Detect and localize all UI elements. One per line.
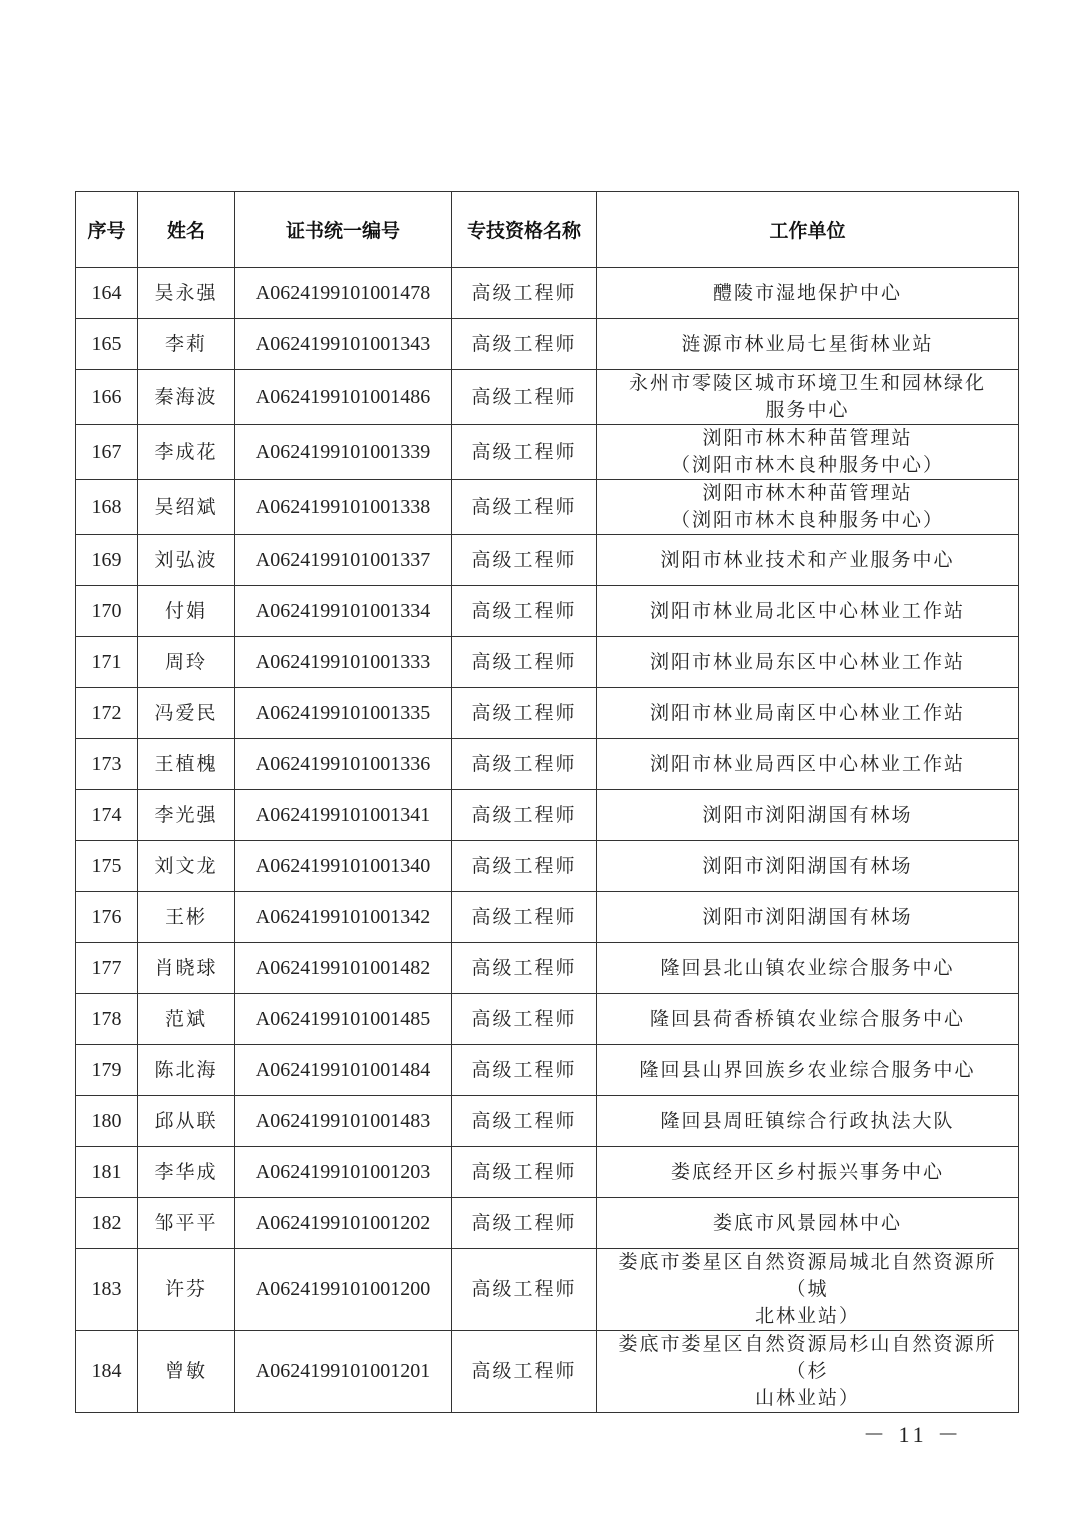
- cell-work-unit: [597, 1198, 1019, 1249]
- table-header: [76, 192, 1019, 268]
- cell-certificate-number: A0624199101001337: [235, 535, 452, 586]
- cell-name: 王彬: [138, 892, 235, 943]
- cell-certificate-number: A0624199101001482: [235, 943, 452, 994]
- header-index: 序号: [76, 192, 138, 268]
- cell-name: 李光强: [138, 790, 235, 841]
- work-unit-line: 隆回县周旺镇综合行政执法大队: [660, 1109, 955, 1132]
- cell-name: 邱从联: [138, 1096, 235, 1147]
- work-unit-line: 娄底市娄星区自然资源局城北自然资源所（城: [618, 1251, 997, 1300]
- cell-work-unit: [597, 319, 1019, 370]
- table-row: [76, 841, 1019, 892]
- table-row: [76, 994, 1019, 1045]
- cell-certificate-number: A0624199101001203: [235, 1147, 452, 1198]
- cell-work-unit: [597, 268, 1019, 319]
- cell-index: 173: [76, 739, 138, 790]
- work-unit-line: 山林业站）: [754, 1387, 860, 1409]
- table-row: [76, 1096, 1019, 1147]
- work-unit-line: 隆回县荷香桥镇农业综合服务中心: [649, 1007, 965, 1030]
- cell-certificate-number: A0624199101001340: [235, 841, 452, 892]
- cell-certificate-number: A0624199101001478: [235, 268, 452, 319]
- cell-qualification: 高级工程师: [452, 1331, 597, 1413]
- cell-index: 177: [76, 943, 138, 994]
- cell-qualification: 高级工程师: [452, 319, 597, 370]
- table-body: [76, 268, 1019, 1413]
- work-unit-line: 服务中心: [765, 399, 850, 421]
- cell-name: 肖晓球: [138, 943, 235, 994]
- cell-work-unit: [597, 994, 1019, 1045]
- cell-name: 许芬: [138, 1249, 235, 1331]
- table-row: [76, 790, 1019, 841]
- cell-certificate-number: A0624199101001338: [235, 480, 452, 535]
- work-unit-line: 浏阳市林业局东区中心林业工作站: [649, 650, 965, 673]
- cell-index: 166: [76, 370, 138, 425]
- cell-index: 171: [76, 637, 138, 688]
- work-unit-line: 醴陵市湿地保护中心: [712, 281, 902, 304]
- cell-certificate-number: A0624199101001336: [235, 739, 452, 790]
- cell-certificate-number: A0624199101001200: [235, 1249, 452, 1331]
- cell-qualification: 高级工程师: [452, 841, 597, 892]
- header-work-unit: 工作单位: [597, 192, 1019, 268]
- header-row: [76, 192, 1019, 268]
- cell-name: 秦海波: [138, 370, 235, 425]
- cell-name: 邹平平: [138, 1198, 235, 1249]
- cell-name: 李成花: [138, 425, 235, 480]
- cell-certificate-number: A0624199101001342: [235, 892, 452, 943]
- cell-index: 165: [76, 319, 138, 370]
- cell-certificate-number: A0624199101001483: [235, 1096, 452, 1147]
- work-unit-line: 隆回县山界回族乡农业综合服务中心: [639, 1058, 976, 1081]
- cell-work-unit: [597, 370, 1019, 425]
- cell-index: 168: [76, 480, 138, 535]
- cell-work-unit: [597, 739, 1019, 790]
- cell-index: 181: [76, 1147, 138, 1198]
- cell-work-unit: [597, 637, 1019, 688]
- table-row: [76, 319, 1019, 370]
- cell-qualification: 高级工程师: [452, 480, 597, 535]
- cell-work-unit: [597, 1045, 1019, 1096]
- table-row: [76, 1331, 1019, 1413]
- work-unit-line: 涟源市林业局七星街林业站: [681, 332, 934, 355]
- cell-certificate-number: A0624199101001486: [235, 370, 452, 425]
- cell-work-unit: [597, 688, 1019, 739]
- roster-table: [75, 191, 1019, 1413]
- cell-name: 王植槐: [138, 739, 235, 790]
- cell-qualification: 高级工程师: [452, 688, 597, 739]
- table-row: [76, 688, 1019, 739]
- table-row: [76, 586, 1019, 637]
- cell-qualification: 高级工程师: [452, 586, 597, 637]
- work-unit-line: 娄底市娄星区自然资源局杉山自然资源所（杉: [618, 1333, 997, 1382]
- cell-certificate-number: A0624199101001343: [235, 319, 452, 370]
- cell-work-unit: [597, 480, 1019, 535]
- header-name: 姓名: [138, 192, 235, 268]
- cell-name: 付娟: [138, 586, 235, 637]
- header-certificate-number: 证书统一编号: [235, 192, 452, 268]
- work-unit-line: 浏阳市浏阳湖国有林场: [702, 854, 913, 877]
- cell-index: 172: [76, 688, 138, 739]
- cell-name: 李莉: [138, 319, 235, 370]
- cell-certificate-number: A0624199101001341: [235, 790, 452, 841]
- cell-work-unit: [597, 1147, 1019, 1198]
- cell-index: 167: [76, 425, 138, 480]
- cell-qualification: 高级工程师: [452, 994, 597, 1045]
- cell-name: 刘弘波: [138, 535, 235, 586]
- cell-name: 范斌: [138, 994, 235, 1045]
- cell-qualification: 高级工程师: [452, 1249, 597, 1331]
- cell-name: 周玲: [138, 637, 235, 688]
- cell-work-unit: [597, 943, 1019, 994]
- cell-index: 169: [76, 535, 138, 586]
- table-row: [76, 892, 1019, 943]
- cell-certificate-number: A0624199101001333: [235, 637, 452, 688]
- work-unit-line: （浏阳市林木良种服务中心）: [670, 454, 944, 476]
- table-row: [76, 1147, 1019, 1198]
- table-row: [76, 739, 1019, 790]
- cell-certificate-number: A0624199101001485: [235, 994, 452, 1045]
- work-unit-line: 浏阳市林业局南区中心林业工作站: [649, 701, 965, 724]
- cell-index: 174: [76, 790, 138, 841]
- cell-work-unit: [597, 892, 1019, 943]
- cell-certificate-number: A0624199101001335: [235, 688, 452, 739]
- cell-qualification: 高级工程师: [452, 892, 597, 943]
- cell-qualification: 高级工程师: [452, 370, 597, 425]
- work-unit-line: 浏阳市林木种苗管理站: [702, 482, 913, 504]
- cell-certificate-number: A0624199101001484: [235, 1045, 452, 1096]
- table-row: [76, 943, 1019, 994]
- cell-work-unit: [597, 841, 1019, 892]
- cell-name: 李华成: [138, 1147, 235, 1198]
- cell-index: 184: [76, 1331, 138, 1413]
- table-row: [76, 425, 1019, 480]
- cell-certificate-number: A0624199101001201: [235, 1331, 452, 1413]
- work-unit-line: 北林业站）: [754, 1305, 860, 1327]
- cell-name: 曾敏: [138, 1331, 235, 1413]
- cell-work-unit: [597, 535, 1019, 586]
- table-row: [76, 370, 1019, 425]
- cell-qualification: 高级工程师: [452, 425, 597, 480]
- cell-work-unit: [597, 1249, 1019, 1331]
- cell-qualification: 高级工程师: [452, 268, 597, 319]
- cell-work-unit: [597, 425, 1019, 480]
- cell-name: 陈北海: [138, 1045, 235, 1096]
- cell-qualification: 高级工程师: [452, 1045, 597, 1096]
- work-unit-line: 隆回县北山镇农业综合服务中心: [660, 956, 955, 979]
- work-unit-line: 永州市零陵区城市环境卫生和园林绿化: [628, 372, 986, 394]
- cell-qualification: 高级工程师: [452, 1096, 597, 1147]
- table-row: [76, 1045, 1019, 1096]
- cell-certificate-number: A0624199101001339: [235, 425, 452, 480]
- work-unit-line: 浏阳市林业局西区中心林业工作站: [649, 752, 965, 775]
- cell-work-unit: [597, 790, 1019, 841]
- cell-name: 刘文龙: [138, 841, 235, 892]
- work-unit-line: 浏阳市浏阳湖国有林场: [702, 803, 913, 826]
- table-row: [76, 1249, 1019, 1331]
- cell-index: 178: [76, 994, 138, 1045]
- cell-index: 176: [76, 892, 138, 943]
- table-row: [76, 1198, 1019, 1249]
- cell-certificate-number: A0624199101001334: [235, 586, 452, 637]
- cell-qualification: 高级工程师: [452, 535, 597, 586]
- work-unit-line: 浏阳市林业技术和产业服务中心: [660, 548, 955, 571]
- cell-name: 吴永强: [138, 268, 235, 319]
- work-unit-line: 浏阳市林木种苗管理站: [702, 427, 913, 449]
- cell-certificate-number: A0624199101001202: [235, 1198, 452, 1249]
- cell-work-unit: [597, 1331, 1019, 1413]
- header-qualification: 专技资格名称: [452, 192, 597, 268]
- cell-index: 183: [76, 1249, 138, 1331]
- cell-qualification: 高级工程师: [452, 1147, 597, 1198]
- work-unit-line: 娄底市风景园林中心: [712, 1211, 902, 1234]
- table-row: [76, 535, 1019, 586]
- cell-qualification: 高级工程师: [452, 637, 597, 688]
- cell-index: 180: [76, 1096, 138, 1147]
- cell-index: 179: [76, 1045, 138, 1096]
- cell-qualification: 高级工程师: [452, 1198, 597, 1249]
- work-unit-line: 娄底经开区乡村振兴事务中心: [670, 1160, 944, 1183]
- cell-index: 170: [76, 586, 138, 637]
- cell-work-unit: [597, 1096, 1019, 1147]
- work-unit-line: 浏阳市浏阳湖国有林场: [702, 905, 913, 928]
- cell-name: 吴绍斌: [138, 480, 235, 535]
- cell-index: 164: [76, 268, 138, 319]
- cell-qualification: 高级工程师: [452, 790, 597, 841]
- cell-name: 冯爱民: [138, 688, 235, 739]
- work-unit-line: （浏阳市林木良种服务中心）: [670, 509, 944, 531]
- table-row: [76, 637, 1019, 688]
- cell-index: 182: [76, 1198, 138, 1249]
- work-unit-line: 浏阳市林业局北区中心林业工作站: [649, 599, 965, 622]
- cell-work-unit: [597, 586, 1019, 637]
- table-row: [76, 268, 1019, 319]
- cell-index: 175: [76, 841, 138, 892]
- cell-qualification: 高级工程师: [452, 739, 597, 790]
- table-row: [76, 480, 1019, 535]
- page-number: － 11 －: [863, 1422, 964, 1447]
- cell-qualification: 高级工程师: [452, 943, 597, 994]
